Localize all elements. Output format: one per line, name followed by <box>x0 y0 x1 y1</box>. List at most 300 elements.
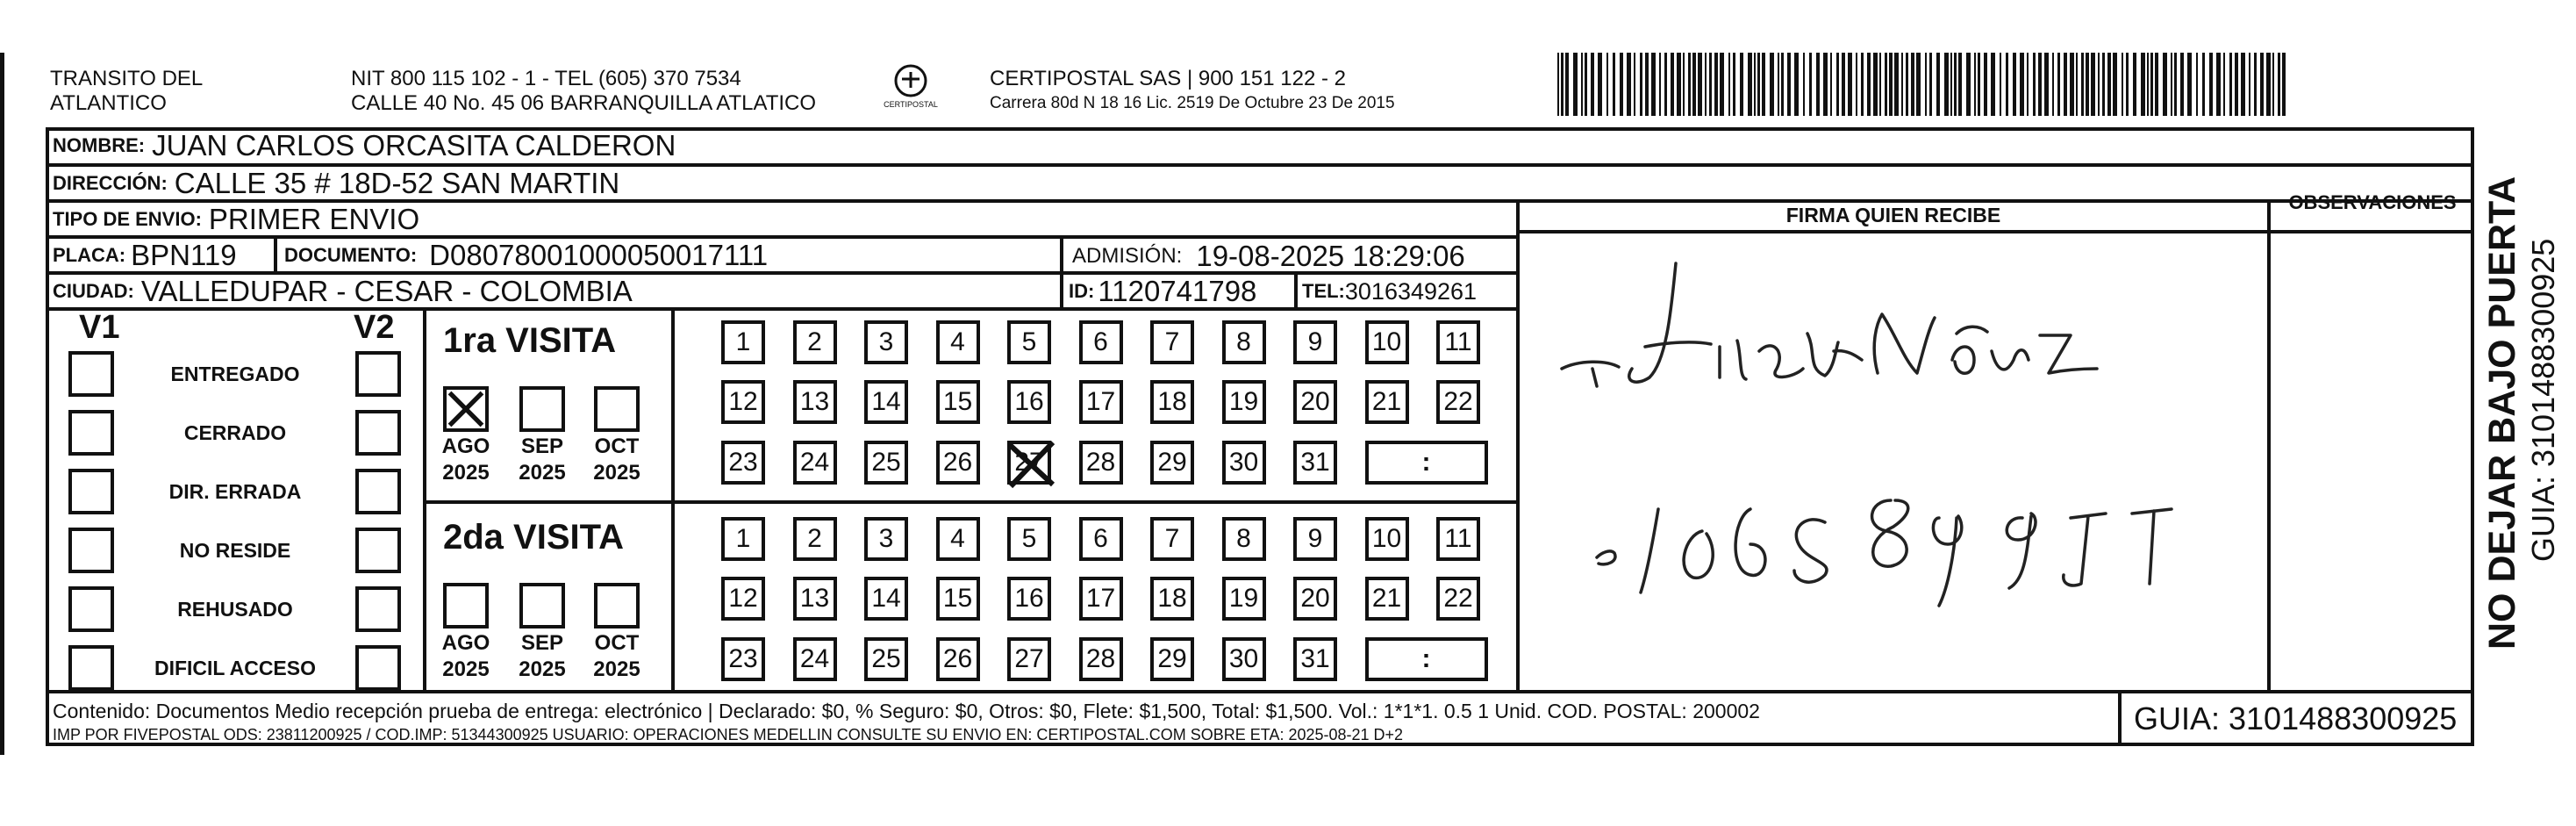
day-number: 16 <box>1014 584 1044 613</box>
day-box[interactable] <box>1007 380 1051 424</box>
day-number: 6 <box>1093 327 1108 356</box>
day-number: 21 <box>1371 387 1402 416</box>
barcode-bar <box>2052 53 2054 116</box>
tel-cell <box>1302 274 1477 309</box>
v1-checkbox[interactable] <box>68 645 114 691</box>
v1-label: V1 <box>79 309 120 346</box>
barcode-bar <box>1664 53 1667 116</box>
day-box[interactable] <box>1079 380 1123 424</box>
barcode-bar <box>1740 53 1743 116</box>
v2-checkbox[interactable] <box>355 469 401 514</box>
barcode-bar <box>1591 53 1594 116</box>
barcode-bar <box>1794 53 1799 116</box>
day-box[interactable] <box>1150 380 1194 424</box>
day-number: 9 <box>1307 327 1323 356</box>
month-label: SEP 2025 <box>519 631 566 681</box>
barcode-bar <box>2064 53 2067 116</box>
day-number: 28 <box>1085 644 1116 673</box>
barcode-bar <box>1606 53 1608 116</box>
day-number: 19 <box>1228 584 1259 613</box>
status-option-label: DIR. ERRADA <box>168 480 302 503</box>
barcode-bar <box>1645 53 1649 116</box>
day-box[interactable] <box>1293 441 1337 485</box>
barcode-bar <box>1879 53 1881 116</box>
admision-label: ADMISIÓN: <box>1072 244 1183 268</box>
day-number: 7 <box>1164 327 1180 356</box>
barcode-bar <box>2260 53 2264 116</box>
day-box[interactable] <box>936 320 980 364</box>
day-number: 3 <box>878 524 894 553</box>
documento-value: D08078001000050017111 <box>429 239 769 271</box>
day-number: 24 <box>799 448 830 477</box>
hour-box[interactable]: : <box>1365 441 1488 485</box>
day-number: 16 <box>1014 387 1044 416</box>
v2-label: V2 <box>354 309 395 346</box>
day-number: 5 <box>1021 327 1037 356</box>
nombre-value: JUAN CARLOS ORCASITA CALDERON <box>152 129 676 162</box>
barcode-bar <box>1978 53 1980 116</box>
day-number: 25 <box>871 448 901 477</box>
v1-checkbox[interactable] <box>68 528 114 573</box>
day-box[interactable] <box>793 320 837 364</box>
day-box[interactable] <box>864 441 908 485</box>
barcode-bar <box>1640 53 1642 116</box>
barcode-bar <box>1581 53 1583 116</box>
barcode-bar <box>2187 53 2192 116</box>
company-line: CERTIPOSTAL SAS | 900 151 122 - 2 <box>990 67 1346 90</box>
hour-box[interactable]: : <box>1365 637 1488 681</box>
day-box[interactable] <box>793 517 837 561</box>
day-box[interactable] <box>936 577 980 621</box>
ciudad-value: VALLEDUPAR - CESAR - COLOMBIA <box>140 275 633 307</box>
day-box[interactable] <box>1079 637 1123 681</box>
tipo-envio-label: TIPO DE ENVIO: <box>53 208 202 230</box>
month-label: SEP 2025 <box>519 435 566 485</box>
barcode-bar <box>1889 53 1893 116</box>
documento-cell <box>284 238 768 273</box>
month-label: OCT 2025 <box>593 435 640 485</box>
address-line: CALLE 40 No. 45 06 BARRANQUILLA ATLATICO <box>351 91 817 115</box>
barcode-bar <box>1778 53 1779 116</box>
footer-line-2: IMP POR FIVEPOSTAL ODS: 23811200925 / COD.IMP: 51344300925 USUARIO: OPERACIONES MEDELLIN CONSULTE SU ENVIO EN: CERTIPOSTAL.COM SOBRE ETA: 2025-08-21 D+2 <box>53 726 1404 743</box>
second-visit-title: 2da VISITA <box>443 518 624 557</box>
side-guia: GUIA: 3101488300925 <box>2525 238 2561 562</box>
day-number: 17 <box>1085 584 1116 613</box>
barcode-bar <box>2155 53 2158 116</box>
barcode-bar <box>1709 53 1712 116</box>
barcode-bar <box>2235 53 2238 116</box>
day-number: 1 <box>735 327 751 356</box>
day-number: 18 <box>1157 584 1187 613</box>
day-number: 13 <box>799 584 830 613</box>
day-number: 18 <box>1157 387 1187 416</box>
barcode-bar <box>2126 53 2129 116</box>
placa-cell <box>53 238 237 273</box>
barcode-bar <box>2098 53 2100 116</box>
barcode-bar <box>1585 53 1587 116</box>
day-number: 17 <box>1085 387 1116 416</box>
day-number: 19 <box>1228 387 1259 416</box>
recipient-signature <box>1544 237 2246 676</box>
license-line: Carrera 80d N 18 16 Lic. 2519 De Octubre 23 De 2015 <box>990 94 1395 112</box>
barcode-bar <box>1991 53 1995 116</box>
barcode-bar <box>1688 53 1691 116</box>
barcode-bar <box>2006 53 2008 116</box>
v2-checkbox[interactable] <box>355 645 401 691</box>
barcode-bar <box>1944 53 1949 116</box>
barcode-bar <box>2107 53 2111 116</box>
barcode <box>1557 53 2294 116</box>
barcode-bar <box>2147 53 2149 116</box>
barcode-bar <box>2038 53 2042 116</box>
company-info <box>990 67 1395 116</box>
barcode-bar <box>2027 53 2029 116</box>
tel-value: 3016349261 <box>1344 277 1478 305</box>
day-number: 31 <box>1300 644 1330 673</box>
day-number: 11 <box>1444 327 1472 356</box>
day-number: 11 <box>1444 524 1472 553</box>
barcode-bar <box>1861 53 1864 116</box>
barcode-bar <box>1803 53 1805 116</box>
day-box[interactable] <box>864 380 908 424</box>
day-box[interactable] <box>793 637 837 681</box>
day-box[interactable] <box>1079 320 1123 364</box>
day-box[interactable] <box>1222 320 1266 364</box>
barcode-bar <box>1856 53 1857 116</box>
barcode-bar <box>1809 53 1812 116</box>
barcode-bar <box>1620 53 1623 116</box>
day-number: 22 <box>1443 387 1473 416</box>
barcode-bar <box>2174 53 2177 116</box>
day-box[interactable] <box>721 320 765 364</box>
day-box[interactable] <box>1222 517 1266 561</box>
day-box[interactable] <box>1365 320 1409 364</box>
barcode-bar <box>1748 53 1752 116</box>
day-number: 26 <box>942 448 973 477</box>
day-number: 13 <box>799 387 830 416</box>
day-number: 22 <box>1443 584 1473 613</box>
barcode-bar <box>2122 53 2123 116</box>
day-number: 15 <box>942 387 973 416</box>
ciudad-cell <box>53 274 633 309</box>
barcode-bar <box>1573 53 1578 116</box>
barcode-bar <box>2133 53 2136 116</box>
day-number: 28 <box>1085 448 1116 477</box>
day-box[interactable] <box>1365 577 1409 621</box>
status-option-label: ENTREGADO <box>170 363 300 385</box>
day-box[interactable] <box>1007 441 1051 485</box>
barcode-bar <box>1873 53 1878 116</box>
barcode-bar <box>2113 53 2117 116</box>
day-number: 12 <box>728 584 758 613</box>
month-checkbox-oct[interactable] <box>594 386 640 432</box>
day-box[interactable] <box>1222 441 1266 485</box>
month-checkbox-sep[interactable] <box>519 386 565 432</box>
placa-label: PLACA: <box>53 244 126 266</box>
day-box[interactable] <box>864 320 908 364</box>
direccion-value: CALLE 35 # 18D-52 SAN MARTIN <box>174 167 620 199</box>
day-box[interactable] <box>1007 320 1051 364</box>
day-box[interactable] <box>864 577 908 621</box>
v1-checkbox[interactable] <box>68 469 114 514</box>
day-box[interactable] <box>1150 637 1194 681</box>
day-box[interactable] <box>1365 380 1409 424</box>
day-number: 27 <box>1014 448 1044 477</box>
barcode-bar <box>1671 53 1674 116</box>
barcode-bar <box>1683 53 1685 116</box>
no-dejar-bajo-puerta: NO DEJAR BAJO PUERTA <box>2481 176 2523 650</box>
day-box[interactable] <box>721 517 765 561</box>
barcode-bar <box>2171 53 2172 116</box>
barcode-bar <box>1958 53 1962 116</box>
day-number: 10 <box>1371 524 1402 553</box>
day-number: 29 <box>1157 448 1187 477</box>
day-number: 3 <box>878 327 894 356</box>
barcode-bar <box>2223 53 2225 116</box>
day-box[interactable] <box>1150 517 1194 561</box>
ciudad-label: CIUDAD: <box>53 280 134 302</box>
barcode-bar <box>2229 53 2232 116</box>
day-box[interactable] <box>936 441 980 485</box>
day-box[interactable] <box>1150 441 1194 485</box>
day-box[interactable] <box>1007 637 1051 681</box>
barcode-bar <box>1757 53 1760 116</box>
day-number: 26 <box>942 644 973 673</box>
signature-drawing <box>1544 237 2246 676</box>
day-box[interactable] <box>1007 577 1051 621</box>
day-box[interactable] <box>864 517 908 561</box>
barcode-bar <box>2272 53 2274 116</box>
day-number: 23 <box>728 448 758 477</box>
v2-checkbox[interactable] <box>355 586 401 632</box>
day-box[interactable] <box>1150 320 1194 364</box>
day-box[interactable] <box>1293 380 1337 424</box>
day-box[interactable] <box>1222 637 1266 681</box>
day-box[interactable] <box>864 637 908 681</box>
barcode-bar <box>1651 53 1656 116</box>
v2-checkbox[interactable] <box>355 528 401 573</box>
barcode-bar <box>1561 53 1563 116</box>
barcode-bar <box>1885 53 1887 116</box>
month-checkbox-ago[interactable] <box>443 583 489 628</box>
day-number: 8 <box>1236 327 1251 356</box>
documento-label: DOCUMENTO: <box>284 244 418 266</box>
barcode-bar <box>1733 53 1735 116</box>
barcode-bar <box>1720 53 1724 116</box>
day-box[interactable] <box>1436 380 1480 424</box>
barcode-bar <box>2278 53 2280 116</box>
day-box[interactable] <box>793 441 837 485</box>
day-box[interactable] <box>1007 517 1051 561</box>
issuer-contact <box>351 67 816 116</box>
barcode-bar <box>1867 53 1871 116</box>
day-box[interactable] <box>1079 577 1123 621</box>
day-number: 31 <box>1300 448 1330 477</box>
day-number: 12 <box>728 387 758 416</box>
day-number: 2 <box>807 524 822 553</box>
barcode-bar <box>1984 53 1987 116</box>
barcode-bar <box>1894 53 1899 116</box>
observaciones-label: OBSERVACIONES <box>2288 191 2457 213</box>
barcode-bar <box>2163 53 2167 116</box>
day-box[interactable] <box>1293 637 1337 681</box>
logo-caption: CERTIPOSTAL <box>884 100 938 109</box>
direccion-label: DIRECCIÓN: <box>53 172 168 194</box>
day-number: 27 <box>1014 644 1044 673</box>
footer-line-1: Contenido: Documentos Medio recepción prueba de entrega: electrónico | Declarado: $0, % Seguro: $0, Otros: $0, Flete: $1,500, Total: $1,500. Vol.: 1*1*1. 0.5 1 Unid. COD. POSTAL: 200002 <box>53 700 1760 722</box>
firma-label: FIRMA QUIEN RECIBE <box>1785 204 2001 226</box>
barcode-bar <box>2086 53 2089 116</box>
barcode-bar <box>1728 53 1730 116</box>
id-label: ID: <box>1069 280 1095 302</box>
barcode-bar <box>1557 53 1559 116</box>
day-box[interactable] <box>721 637 765 681</box>
day-box[interactable] <box>936 637 980 681</box>
admision-value: 19-08-2025 18:29:06 <box>1196 240 1465 272</box>
barcode-bar <box>2102 53 2105 116</box>
v1-checkbox[interactable] <box>68 351 114 397</box>
day-number: 6 <box>1093 524 1108 553</box>
day-number: 4 <box>950 524 965 553</box>
admision-cell <box>1072 238 1465 275</box>
barcode-bar <box>2241 53 2245 116</box>
barcode-bar <box>1916 53 1921 116</box>
barcode-bar <box>2282 53 2286 116</box>
barcode-bar <box>1901 53 1903 116</box>
nombre-row <box>53 128 676 163</box>
barcode-bar <box>2196 53 2198 116</box>
barcode-bar <box>1598 53 1602 116</box>
day-box[interactable] <box>1436 517 1480 561</box>
barcode-bar <box>2000 53 2001 116</box>
day-box[interactable] <box>1365 517 1409 561</box>
barcode-bar <box>1634 53 1635 116</box>
barcode-bar <box>1714 53 1718 116</box>
status-option-label: DIFICIL ACCESO <box>154 657 316 679</box>
status-option-label: REHUSADO <box>177 598 293 621</box>
month-checkbox-ago[interactable] <box>443 386 489 432</box>
barcode-bar <box>2057 53 2060 116</box>
day-box[interactable] <box>1079 441 1123 485</box>
barcode-bar <box>2070 53 2074 116</box>
day-box[interactable] <box>721 577 765 621</box>
barcode-bar <box>2044 53 2049 116</box>
barcode-bar <box>1781 53 1784 116</box>
day-number: 4 <box>950 327 965 356</box>
barcode-bar <box>1936 53 1940 116</box>
day-box[interactable] <box>1293 517 1337 561</box>
month-label: OCT 2025 <box>593 631 640 681</box>
barcode-bar <box>2091 53 2095 116</box>
barcode-bar <box>1906 53 1908 116</box>
day-number: 14 <box>871 584 901 613</box>
day-box[interactable] <box>721 380 765 424</box>
id-value: 1120741798 <box>1098 275 1257 307</box>
day-number: 1 <box>735 524 751 553</box>
barcode-bar <box>1929 53 1932 116</box>
barcode-bar <box>2254 53 2257 116</box>
barcode-bar <box>1787 53 1791 116</box>
day-number: 8 <box>1236 524 1251 553</box>
day-number: 9 <box>1307 524 1323 553</box>
day-box[interactable] <box>1436 320 1480 364</box>
barcode-bar <box>1925 53 1927 116</box>
day-number: 23 <box>728 644 758 673</box>
status-option-label: CERRADO <box>183 421 287 444</box>
placa-value: BPN119 <box>131 239 237 271</box>
v2-checkbox[interactable] <box>355 351 401 397</box>
barcode-bar <box>2266 53 2271 116</box>
status-option-label: NO RESIDE <box>179 539 291 562</box>
day-number: 15 <box>942 584 973 613</box>
v1-checkbox[interactable] <box>68 410 114 456</box>
direccion-row <box>53 166 619 201</box>
day-box[interactable] <box>1222 380 1266 424</box>
day-box[interactable] <box>793 577 837 621</box>
barcode-bar <box>1954 53 1957 116</box>
barcode-bar <box>2081 53 2084 116</box>
id-cell <box>1069 274 1256 309</box>
month-checkbox-sep[interactable] <box>519 583 565 628</box>
day-box[interactable] <box>1436 577 1480 621</box>
barcode-bar <box>2141 53 2145 116</box>
barcode-bar <box>2033 53 2036 116</box>
barcode-bar <box>1816 53 1820 116</box>
day-number: 20 <box>1300 584 1330 613</box>
day-box[interactable] <box>1150 577 1194 621</box>
barcode-bar <box>1705 53 1707 116</box>
day-box[interactable] <box>1293 320 1337 364</box>
day-number: 5 <box>1021 524 1037 553</box>
month-checkbox-oct[interactable] <box>594 583 640 628</box>
barcode-bar <box>1911 53 1914 116</box>
barcode-bar <box>2180 53 2184 116</box>
signature-number <box>1544 239 1549 240</box>
day-box[interactable] <box>936 380 980 424</box>
day-number: 29 <box>1157 644 1187 673</box>
barcode-bar <box>1950 53 1952 116</box>
day-box[interactable] <box>1293 577 1337 621</box>
issuer-line-1: TRANSITO DEL <box>50 67 204 90</box>
barcode-bar <box>1627 53 1631 116</box>
barcode-bar <box>2249 53 2250 116</box>
day-number: 21 <box>1371 584 1402 613</box>
day-x-mark <box>1005 439 1056 490</box>
barcode-bar <box>2076 53 2078 116</box>
issuer-name <box>50 67 203 116</box>
barcode-bar <box>1823 53 1828 116</box>
barcode-bar <box>1565 53 1569 116</box>
day-box[interactable] <box>793 380 837 424</box>
day-box[interactable] <box>721 441 765 485</box>
signature-text <box>1544 237 1550 238</box>
barcode-bar <box>2202 53 2205 116</box>
barcode-bar <box>1754 53 1756 116</box>
first-visit-title: 1ra VISITA <box>443 321 617 360</box>
barcode-bar <box>1698 53 1702 116</box>
barcode-bar <box>1966 53 1971 116</box>
footer-guia: GUIA: 3101488300925 <box>2134 700 2458 736</box>
day-box[interactable] <box>936 517 980 561</box>
barcode-bar <box>2013 53 2016 116</box>
day-box[interactable] <box>1222 577 1266 621</box>
day-number: 10 <box>1371 327 1402 356</box>
v2-checkbox[interactable] <box>355 410 401 456</box>
nit-line: NIT 800 115 102 - 1 - TEL (605) 370 7534 <box>351 67 741 90</box>
day-number: 14 <box>871 387 901 416</box>
day-box[interactable] <box>1079 517 1123 561</box>
v1-checkbox[interactable] <box>68 586 114 632</box>
